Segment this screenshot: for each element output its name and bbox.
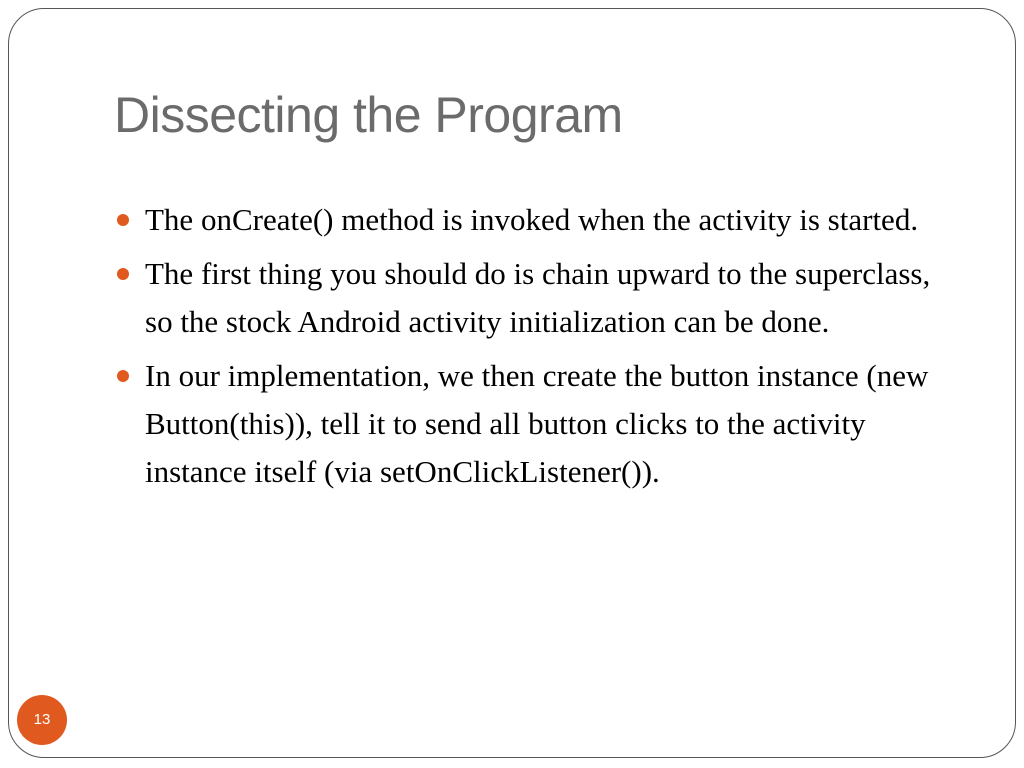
bullet-dot-icon bbox=[117, 268, 129, 280]
list-item bbox=[114, 196, 964, 244]
slide-title: Dissecting the Program bbox=[114, 87, 623, 143]
bullet-text: In our implementation, we then create the button instance (new Button(this)), tell it to send all button clicks to the activity instance itself (via setOnClickListener()). bbox=[145, 358, 929, 489]
bullet-text: The first thing you should do is chain upward to the superclass, so the stock Android activity initialization can be done. bbox=[145, 256, 931, 339]
bullet-dot-icon bbox=[117, 214, 129, 226]
bullet-text: The onCreate() method is invoked when the activity is started. bbox=[145, 202, 919, 237]
list-item bbox=[114, 352, 964, 496]
bullet-dot-icon bbox=[117, 370, 129, 382]
page-number-badge: 13 bbox=[17, 695, 67, 745]
list-item bbox=[114, 250, 964, 346]
bullet-list bbox=[114, 196, 964, 502]
